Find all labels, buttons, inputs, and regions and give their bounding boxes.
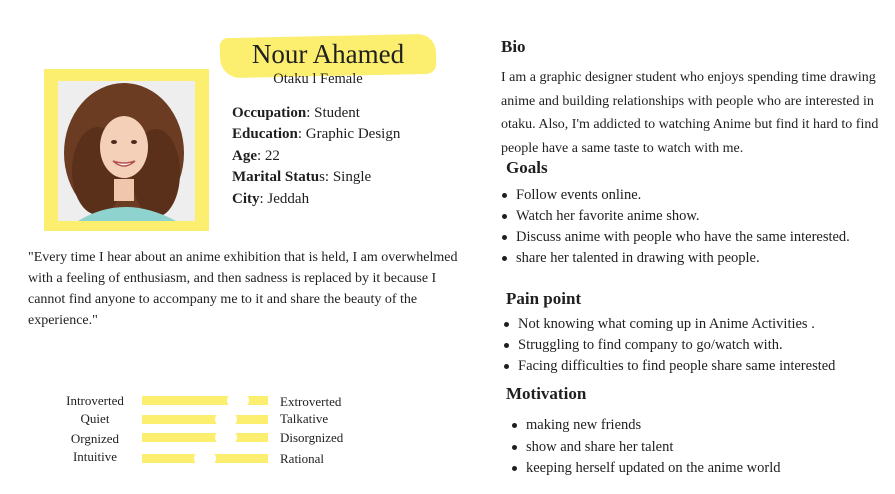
detail-label: Occupation	[232, 105, 307, 121]
detail-label: City	[232, 191, 260, 207]
trait-left-label: Quiet	[80, 411, 110, 426]
persona-quote: "Every time I hear about an anime exhibition that is held, I am overwhelmed with a feeling of enthusiasm, and then sadness is replaced by it because I cannot find anyone to accompany me to it and share the beauty of the experience."	[28, 250, 458, 328]
trait-slider-knob	[194, 452, 216, 465]
list-item: Facing difficulties to find people share same interested	[502, 356, 835, 377]
list-item: making new friends	[510, 415, 780, 437]
detail-label: Marital Statu	[232, 169, 320, 185]
persona-name: Nour Ahamed	[251, 39, 405, 69]
motivation-list	[510, 415, 780, 480]
detail-value: : Jeddah	[259, 191, 310, 207]
portrait-illustration	[58, 81, 195, 221]
pain-point-title: Pain point	[506, 289, 582, 308]
trait-slider	[142, 454, 268, 463]
trait-slider-knob	[215, 413, 237, 426]
list-item: Follow events online.	[500, 185, 850, 206]
motivation-title: Motivation	[506, 384, 587, 403]
list-item: Not knowing what coming up in Anime Activities .	[502, 314, 835, 335]
detail-education	[232, 124, 400, 146]
trait-slider	[142, 415, 268, 424]
detail-label: Age	[232, 148, 257, 164]
list-item: keeping herself updated on the anime world	[510, 458, 780, 480]
detail-city	[232, 189, 309, 211]
trait-right-label: Rational	[280, 451, 325, 466]
trait-slider	[142, 433, 268, 442]
trait-right-label: Extroverted	[280, 394, 342, 409]
trait-left-label: Introverted	[66, 393, 124, 408]
detail-value: : 22	[257, 148, 280, 164]
bio-title: Bio	[501, 37, 526, 56]
goals-list	[500, 185, 850, 269]
detail-value: : Graphic Design	[297, 126, 401, 142]
detail-label: Education	[232, 126, 298, 142]
list-item: Struggling to find company to go/watch with.	[502, 335, 835, 356]
goals-title: Goals	[506, 158, 548, 177]
trait-slider	[142, 396, 268, 405]
trait-left-label: Intuitive	[72, 449, 118, 464]
trait-right-label: Disorgnized	[280, 430, 344, 445]
trait-slider-knob	[215, 431, 237, 444]
persona-tagline: Otaku l Female	[273, 71, 363, 87]
detail-occupation	[232, 103, 360, 125]
list-item: show and share her talent	[510, 437, 780, 459]
persona-photo	[58, 81, 195, 221]
detail-value: s: Single	[319, 169, 372, 185]
detail-value: : Student	[306, 105, 360, 121]
detail-age	[232, 146, 280, 168]
list-item: share her talented in drawing with people.	[500, 248, 850, 269]
list-item: Watch her favorite anime show.	[500, 206, 850, 227]
trait-right-label: Talkative	[280, 411, 329, 426]
trait-slider-knob	[227, 394, 249, 407]
bio-text: I am a graphic designer student who enjoys spending time drawing anime and building relationships with people who are interested in otaku. Also, I'm addicted to watching Anime but find it hard to find people have a same taste to watch with me.	[501, 70, 879, 156]
pain-point-list	[502, 314, 835, 377]
detail-marital-status	[232, 167, 371, 189]
trait-left-label: Orgnized	[70, 431, 120, 446]
list-item: Discuss anime with people who have the same interested.	[500, 227, 850, 248]
